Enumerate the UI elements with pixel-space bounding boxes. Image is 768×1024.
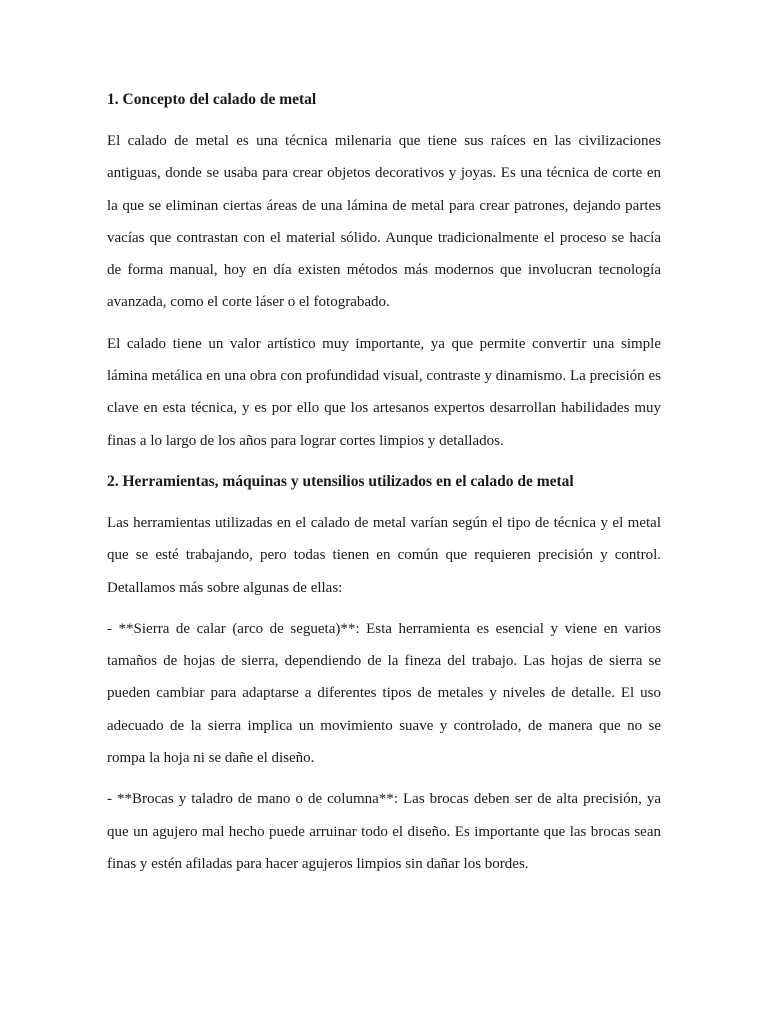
section-1-paragraph-2: El calado tiene un valor artístico muy importante, ya que permite convertir una simple lámina metálica en una obra con profundidad visual, contraste y dinamismo. La precisión es clave en esta técnica, y es por ello que los artesanos expertos desarrollan habilidades muy finas a lo largo de los años para lograr cortes limpios y detallados. [107,335,661,449]
section-1-paragraph-1: El calado de metal es una técnica milenaria que tiene sus raíces en las civilizaciones antiguas, donde se usaba para crear objetos decorativos y joyas. Es una técnica de corte en la que se eliminan ciertas áreas de una lámina de metal para crear patrones, dejando partes vacías que contrastan con el material sólido. Aunque tradicionalmente el proceso se hacía de forma manual, hoy en día existen métodos más modernos que involucran tecnología avanzada, como el corte láser o el fotograbado. [107,133,661,311]
section-1-heading: 1. Concepto del calado de metal [107,91,317,108]
section-2-paragraph-2: - **Sierra de calar (arco de segueta)**: Esta herramienta es esencial y viene en varios tamaños de hojas de sierra, dependiendo de la fineza del trabajo. Las hojas de sierra se pueden cambiar para adaptarse a diferentes tipos de metales y niveles de detalle. El uso adecuado de la sierra implica un movimiento suave y controlado, de manera que no se rompa la hoja ni se dañe el diseño. [107,620,661,767]
section-2-paragraph-3: - **Brocas y taladro de mano o de columna**: Las brocas deben ser de alta precisión, ya que un agujero mal hecho puede arruinar todo el diseño. Es importante que las brocas sean finas y estén afiladas para hacer agujeros limpios sin dañar los bordes. [107,791,661,872]
section-2-heading: 2. Herramientas, máquinas y utensilios utilizados en el calado de metal [107,472,574,490]
section-2-paragraph-1: Las herramientas utilizadas en el calado de metal varían según el tipo de técnica y el metal que se esté trabajando, pero todas tienen en común que requieren precisión y control. Detallamos más sobre algunas de ellas: [107,514,661,596]
document-page [107,84,661,889]
